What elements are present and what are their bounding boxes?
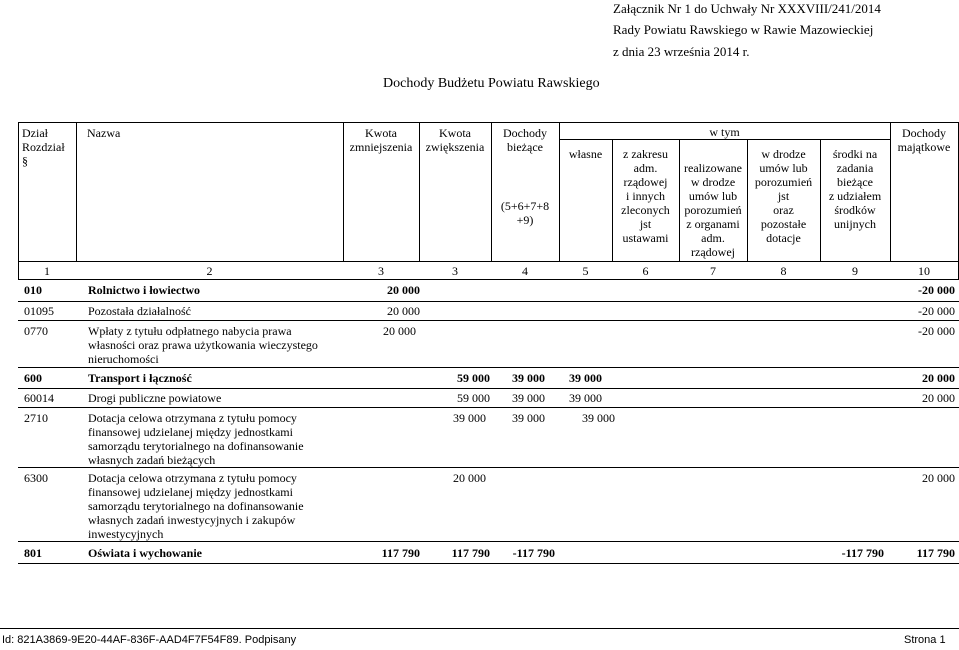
footer-divider — [0, 628, 959, 629]
row-kwota-zmn: 20 000 — [383, 324, 416, 338]
col-biezace-formula: (5+6+7+8 +9) — [500, 199, 550, 227]
col-number: 9 — [852, 264, 858, 278]
footer-page-number: Strona 1 — [904, 634, 946, 646]
col-number: 8 — [780, 264, 787, 278]
row-biezace: 39 000 — [512, 371, 545, 385]
row-wlasne: 39 000 — [582, 411, 615, 425]
row-wlasne: 39 000 — [569, 371, 602, 385]
col-number: 3 — [378, 264, 384, 278]
row-name: Pozostała działalność — [88, 304, 191, 318]
document-title: Dochody Budżetu Powiatu Rawskiego — [383, 76, 600, 91]
row-biezace: 39 000 — [512, 391, 545, 405]
col-rozdzial: Rozdział — [22, 140, 65, 154]
row-kwota-zw: 20 000 — [453, 471, 486, 485]
row-wlasne: 39 000 — [569, 391, 602, 405]
row-name: Drogi publiczne powiatowe — [88, 391, 222, 405]
col-number: 1 — [44, 264, 50, 278]
row-code: 01095 — [24, 304, 54, 318]
row-code: 2710 — [24, 411, 48, 425]
row-majatkowe: 20 000 — [922, 391, 955, 405]
col-number: 3 — [452, 264, 458, 278]
header-line-1: Załącznik Nr 1 do Uchwały Nr XXXVIII/241/2014 — [613, 1, 881, 16]
row-code: 010 — [24, 283, 42, 297]
row-majatkowe: 117 790 — [916, 546, 955, 560]
col-dochody-biezace: Dochody bieżące — [503, 126, 547, 154]
header-line-2: Rady Powiatu Rawskiego w Rawie Mazowieckiej — [613, 22, 874, 37]
row-majatkowe: -20 000 — [918, 304, 955, 318]
row-kwota-zmn: 117 790 — [381, 546, 420, 560]
col-w-tym: w tym — [709, 125, 740, 139]
row-code: 0770 — [24, 324, 48, 338]
row-name: Rolnictwo i łowiectwo — [88, 283, 200, 297]
row-srodki-unijne: -117 790 — [841, 546, 884, 560]
col-paragraf: § — [22, 154, 28, 168]
col-number: 7 — [710, 264, 716, 278]
row-kwota-zmn: 20 000 — [387, 304, 420, 318]
col-realizowane: realizowane w drodze umów lub porozumień z organami adm. rządowej — [684, 161, 742, 259]
col-dochody-majatkowe: Dochody majątkowe — [897, 126, 951, 154]
col-number: 2 — [206, 264, 213, 278]
header-line-3: z dnia 23 września 2014 r. — [613, 44, 750, 59]
row-code: 801 — [24, 546, 42, 560]
row-code: 60014 — [24, 391, 54, 405]
row-biezace: 39 000 — [512, 411, 545, 425]
footer-document-id: Id: 821A3869-9E20-44AF-836F-AAD4F7F54F89. Podpisany — [2, 634, 297, 646]
row-name: Dotacja celowa otrzymana z tytułu pomocy finansowej udzielanej między jednostkami samorządu terytorialnego na dofinansowanie własnych zadań inwestycyjnych i zakupów inwestycyjnych — [88, 471, 304, 541]
row-code: 6300 — [24, 471, 48, 485]
col-nazwa: Nazwa — [87, 126, 121, 140]
col-wlasne: własne — [568, 147, 603, 161]
row-majatkowe: 20 000 — [922, 471, 955, 485]
row-biezace: -117 790 — [512, 546, 555, 560]
col-w-drodze: w drodze umów lub porozumień jst oraz pozostałe dotacje — [754, 147, 813, 245]
col-number: 5 — [582, 264, 589, 278]
row-kwota-zmn: 20 000 — [387, 283, 420, 297]
row-name: Transport i łączność — [88, 371, 192, 385]
row-name: Dotacja celowa otrzymana z tytułu pomocy finansowej udzielanej między jednostkami samorządu terytorialnego na dofinansowanie własnych zadań bieżących — [88, 411, 304, 467]
row-kwota-zw: 59 000 — [457, 371, 490, 385]
row-name: Oświata i wychowanie — [88, 546, 202, 560]
row-kwota-zw: 39 000 — [453, 411, 486, 425]
col-dzial: Dział — [22, 126, 48, 140]
col-kwota-zmn: Kwota zmniejszenia — [349, 126, 413, 154]
row-majatkowe: 20 000 — [922, 371, 955, 385]
row-name: Wpłaty z tytułu odpłatnego nabycia prawa własności oraz prawa użytkowania wieczystego nieruchomości — [88, 324, 318, 366]
col-number: 4 — [522, 264, 528, 278]
col-kwota-zw: Kwota zwiększenia — [425, 126, 485, 154]
row-kwota-zw: 59 000 — [457, 391, 490, 405]
row-majatkowe: -20 000 — [918, 324, 955, 338]
col-number: 10 — [918, 264, 930, 278]
col-srodki-unijne: środki na zadania bieżące z udziałem środków unijnych — [828, 147, 882, 231]
row-kwota-zw: 117 790 — [451, 546, 490, 560]
row-majatkowe: -20 000 — [918, 283, 955, 297]
col-number: 6 — [642, 264, 649, 278]
row-code: 600 — [24, 371, 42, 385]
col-zakres: z zakresu adm. rządowej i innych zleconych jst ustawami — [621, 147, 670, 245]
